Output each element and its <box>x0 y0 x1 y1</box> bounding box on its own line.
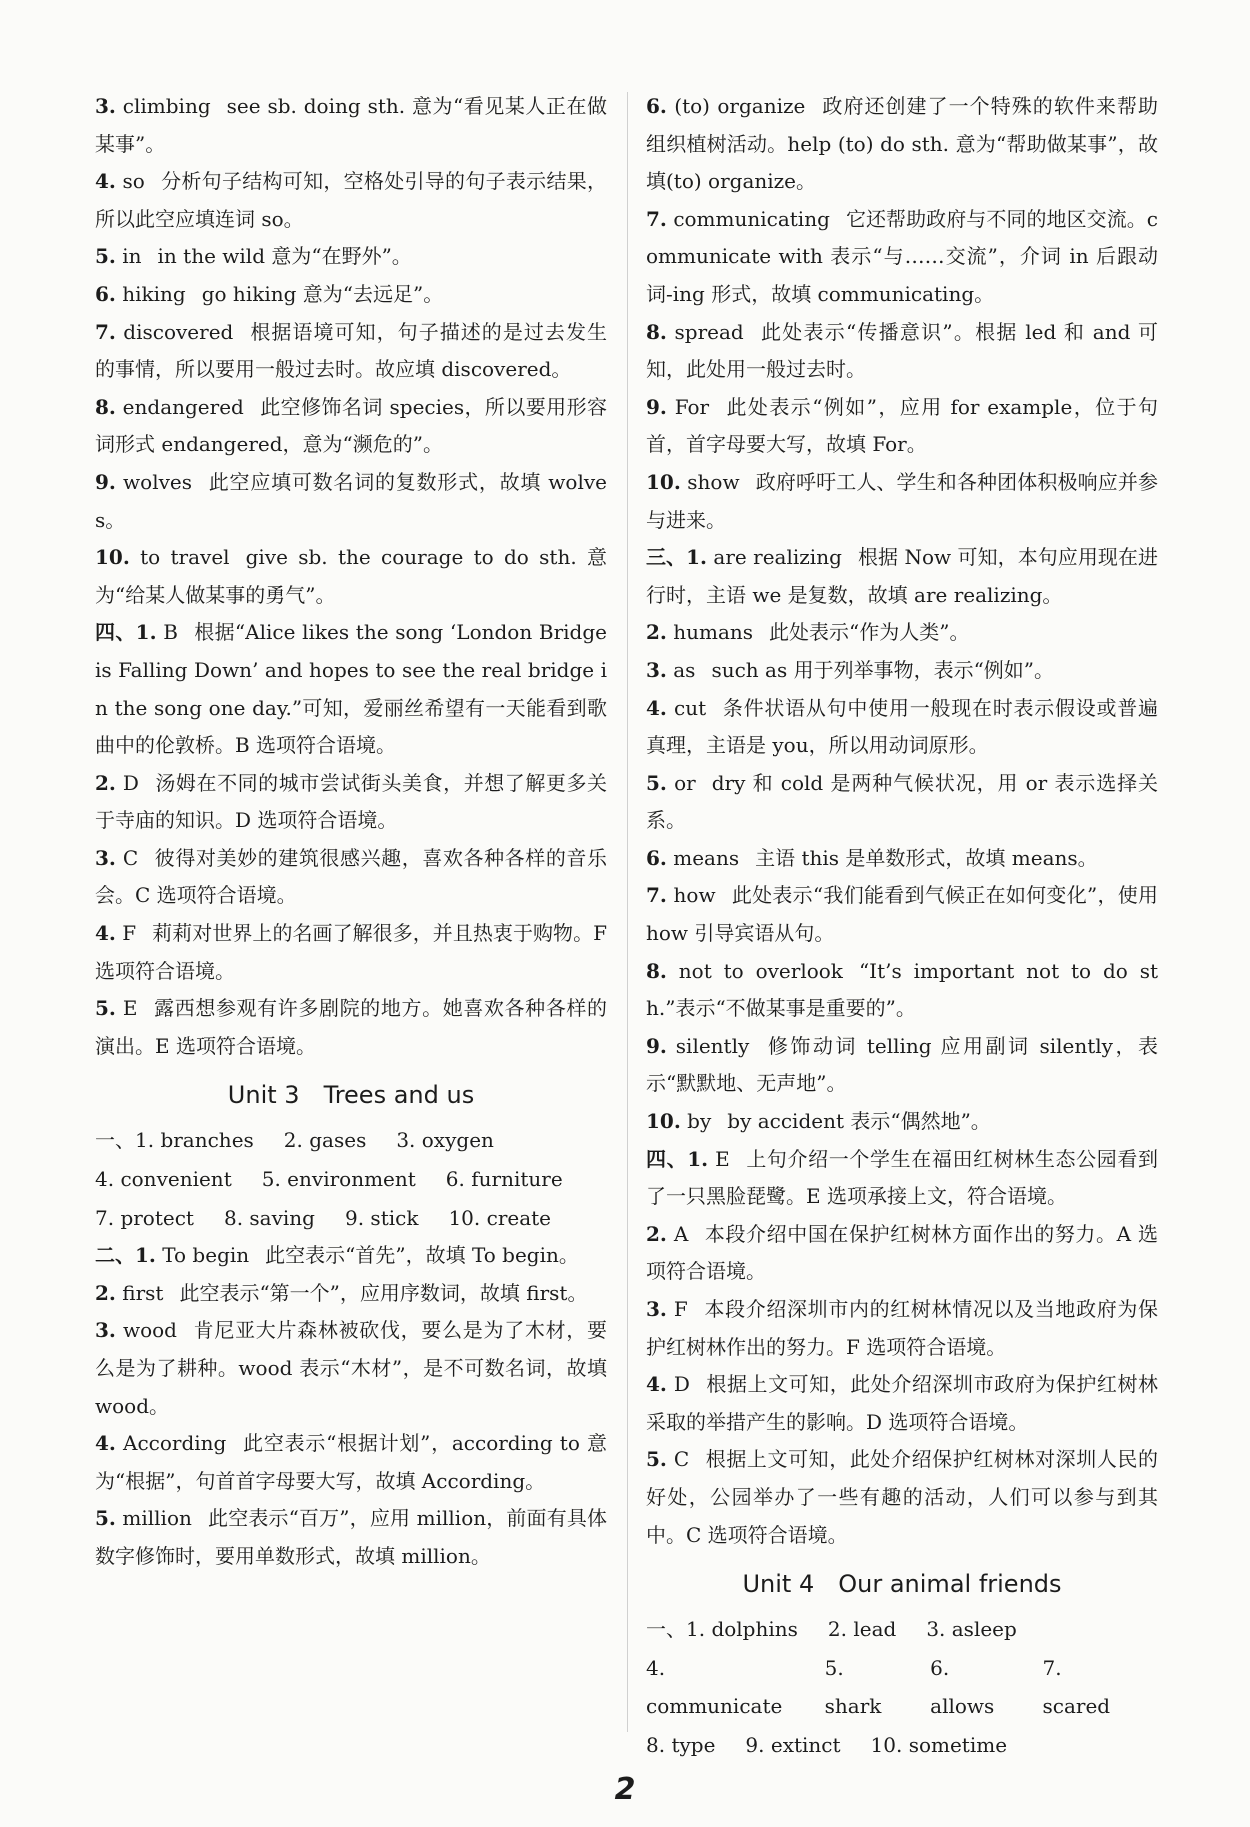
answer-item <box>95 88 607 163</box>
page-number: 2 <box>614 1772 636 1807</box>
item-number: 9. <box>646 394 667 419</box>
item-answer: F <box>122 921 137 946</box>
answer-item <box>646 389 1158 464</box>
answer-item <box>95 765 607 840</box>
item-number: 6. <box>95 281 116 306</box>
item-number: 7. <box>646 883 667 908</box>
item-number: 2. <box>95 1280 116 1305</box>
item-explanation: 此空表示“第一个”，应用序数词，故填 first。 <box>179 1280 588 1305</box>
item-explanation: 莉莉对世界上的名画了解很多，并且热衷于购物。F 选项符合语境。 <box>95 921 607 983</box>
unit4-heading <box>646 1564 1158 1604</box>
item-number: 6. <box>646 94 667 118</box>
item-explanation: 此空表示“百万”，应用 million，前面有具体数字修饰时，要用单数形式，故填 million。 <box>95 1506 608 1568</box>
answer-item <box>646 1366 1158 1441</box>
item-explanation: 此处表示“我们能看到气候正在如何变化”，使用 how 引导宾语从句。 <box>646 883 1159 946</box>
answer-item <box>95 915 607 990</box>
item-number: 3. <box>95 94 116 118</box>
item-answer: hiking <box>122 281 186 306</box>
answer-item <box>95 990 607 1065</box>
item-answer: or <box>674 770 696 795</box>
item-answer: not to overlook <box>678 958 843 983</box>
vocab-answer: 4. communicate <box>646 1655 783 1719</box>
vocab-row <box>95 1121 607 1160</box>
unit4-vocab-rows <box>646 1610 1158 1764</box>
answer-item <box>646 88 1158 201</box>
answer-item <box>95 1237 607 1275</box>
item-answer: A <box>673 1221 689 1246</box>
unit3-vocab-rows <box>95 1121 607 1237</box>
answer-item <box>646 1141 1158 1216</box>
item-answer: silently <box>675 1033 750 1058</box>
answer-item <box>95 1275 607 1313</box>
item-answer: climbing <box>122 94 211 118</box>
item-explanation: 政府还创建了一个特殊的软件来帮助组织植树活动。help (to) do sth. 意为“帮助做某事”，故填(to) organize。 <box>646 94 1158 194</box>
item-answer: humans <box>673 620 754 645</box>
item-number: 7. <box>646 206 667 231</box>
unit4-name: Our animal friends <box>838 1570 1062 1599</box>
item-number: 二、1. <box>95 1243 156 1268</box>
item-answer: wood <box>122 1318 177 1343</box>
item-explanation: 主语 this 是单数形式，故填 means。 <box>755 845 1098 870</box>
answer-item <box>646 539 1158 614</box>
vocab-answer: 10. sometime <box>870 1732 1008 1757</box>
item-explanation: 彼得对美妙的建筑很感兴趣，喜欢各种各样的音乐会。C 选项符合语境。 <box>95 845 608 908</box>
answer-item <box>646 1441 1158 1554</box>
item-number: 10. <box>95 545 130 570</box>
item-explanation: 此空应填可数名词的复数形式，故填 wolves。 <box>95 469 607 532</box>
item-explanation: 修饰动词 telling 应用副词 silently，表示“默默地、无声地”。 <box>646 1033 1159 1096</box>
answer-item <box>95 1500 607 1575</box>
answer-item <box>646 877 1158 952</box>
item-number: 9. <box>646 1033 667 1058</box>
item-number: 三、1. <box>646 545 707 570</box>
right-answer-list <box>646 88 1158 1554</box>
item-explanation: 上句介绍一个学生在福田红树林生态公园看到了一只黑脸琵鹭。E 选项承接上文，符合语境。 <box>646 1146 1158 1209</box>
answer-item <box>646 1216 1158 1291</box>
right-column <box>646 88 1158 1765</box>
item-answer: wolves <box>123 469 192 494</box>
item-explanation: give sb. the courage to do sth. 意为“给某人做某事的勇气”。 <box>95 545 607 607</box>
item-explanation: 汤姆在不同的城市尝试街头美食，并想了解更多关于寺庙的知识。D 选项符合语境。 <box>95 770 608 833</box>
item-answer: in <box>122 244 142 269</box>
answer-item <box>646 464 1158 539</box>
item-number: 2. <box>646 620 667 645</box>
answer-item <box>95 163 607 238</box>
item-explanation: 此空修饰名词 species，所以要用形容词形式 endangered，意为“濒危的”。 <box>95 394 607 457</box>
item-explanation: 政府呼吁工人、学生和各种团体积极响应并参与进来。 <box>646 469 1159 532</box>
item-answer: (to) organize <box>674 94 806 118</box>
unit3-answer-list <box>95 1237 607 1575</box>
vocab-answer: 2. lead <box>827 1617 897 1642</box>
item-answer: by <box>687 1109 712 1134</box>
item-explanation: see sb. doing sth. 意为“看见某人正在做某事”。 <box>95 94 607 156</box>
item-answer: F <box>673 1297 688 1321</box>
answer-item <box>646 765 1158 840</box>
item-explanation: by accident 表示“偶然地”。 <box>727 1109 991 1134</box>
item-answer: According <box>123 1431 227 1456</box>
vocab-row <box>646 1649 1158 1726</box>
item-number: 3. <box>95 845 116 870</box>
answer-item <box>646 840 1158 878</box>
left-column <box>95 88 607 1576</box>
item-number: 5. <box>646 1447 667 1472</box>
answer-item <box>646 652 1158 690</box>
item-number: 4. <box>646 695 667 720</box>
column-divider <box>627 92 628 1732</box>
item-explanation: 本段介绍深圳市内的红树林情况以及当地政府为保护红树林作出的努力。F 选项符合语境。 <box>646 1297 1159 1359</box>
answer-item <box>646 953 1158 1028</box>
item-explanation: 此空表示“根据计划”，according to 意为“根据”，句首首字母要大写，故填 According。 <box>95 1431 607 1493</box>
item-explanation: 根据“Alice likes the song ‘London Bridge is Falling Down’ and hopes to see the real bridge in the song one day.”可知，爱丽丝希望有一天能看到歌曲中的伦敦桥。B 选项符合语境。 <box>95 620 607 758</box>
answer-item <box>95 1312 607 1425</box>
item-answer: endangered <box>122 394 244 419</box>
item-number: 5. <box>95 1506 116 1531</box>
answer-item <box>646 314 1158 389</box>
answer-item <box>95 314 607 389</box>
vocab-answer: 6. furniture <box>445 1167 563 1192</box>
item-explanation: 根据上文可知，此处介绍深圳市政府为保护红树林采取的举措产生的影响。D 选项符合语境。 <box>646 1372 1159 1434</box>
vocab-answer: 9. stick <box>344 1205 419 1230</box>
item-number: 5. <box>95 996 116 1021</box>
answer-item <box>646 1103 1158 1141</box>
vocab-answer: 3. oxygen <box>396 1128 494 1153</box>
item-number: 4. <box>95 921 116 946</box>
item-answer: how <box>673 883 716 908</box>
vocab-answer: 7. protect <box>95 1205 194 1230</box>
vocab-answer: 7. scared <box>1042 1655 1111 1719</box>
answer-item <box>95 276 607 314</box>
item-explanation: 肯尼亚大片森林被砍伐，要么是为了木材，要么是为了耕种。wood 表示“木材”，是不可数名词，故填 wood。 <box>95 1318 608 1418</box>
item-answer: million <box>122 1506 192 1531</box>
answer-item <box>95 539 607 614</box>
vocab-answer: 6. allows <box>930 1655 995 1719</box>
item-answer: to travel <box>140 545 230 570</box>
item-number: 3. <box>95 1318 116 1343</box>
item-number: 4. <box>646 1372 667 1397</box>
unit3-heading <box>95 1075 607 1115</box>
vocab-answer: 一、1. dolphins <box>646 1617 798 1642</box>
item-answer: B <box>163 620 178 645</box>
answer-item <box>95 1425 607 1500</box>
item-explanation: 本段介绍中国在保护红树林方面作出的努力。A 选项符合语境。 <box>646 1221 1158 1284</box>
unit3-title: Unit 3 <box>227 1081 300 1110</box>
answer-item <box>95 614 607 764</box>
item-explanation: 此空表示“首先”，故填 To begin。 <box>265 1243 579 1268</box>
item-number: 7. <box>95 319 116 344</box>
vocab-answer: 一、1. branches <box>95 1128 254 1153</box>
vocab-answer: 10. create <box>448 1205 552 1230</box>
item-answer: C <box>673 1447 690 1472</box>
answer-item <box>95 238 607 276</box>
item-number: 8. <box>646 958 667 983</box>
item-explanation: 分析句子结构可知，空格处引导的句子表示结果，所以此空应填连词 so。 <box>95 169 608 231</box>
answer-item <box>646 1028 1158 1103</box>
answer-item <box>95 840 607 915</box>
item-explanation: 此处表示“作为人类”。 <box>769 620 970 645</box>
item-explanation: in the wild 意为“在野外”。 <box>157 244 412 269</box>
item-number: 8. <box>95 394 116 419</box>
item-number: 3. <box>646 1297 667 1321</box>
vocab-answer: 5. shark <box>824 1655 882 1719</box>
item-number: 6. <box>646 845 667 870</box>
item-answer: For <box>674 394 710 419</box>
item-number: 3. <box>646 657 667 682</box>
item-answer: cut <box>674 695 707 720</box>
item-explanation: go hiking 意为“去远足”。 <box>201 281 444 306</box>
item-answer: are realizing <box>713 545 842 570</box>
item-answer: spread <box>674 319 744 344</box>
vocab-answer: 9. extinct <box>745 1732 841 1757</box>
item-answer: E <box>715 1146 730 1171</box>
vocab-answer: 2. gases <box>283 1128 367 1153</box>
item-number: 9. <box>95 469 116 494</box>
vocab-answer: 3. asleep <box>926 1617 1017 1642</box>
item-answer: D <box>673 1372 690 1397</box>
item-answer: To begin <box>162 1243 250 1268</box>
item-number: 2. <box>646 1221 667 1246</box>
item-explanation: “It’s important not to do sth.”表示“不做某事是重要的”。 <box>646 958 1158 1021</box>
item-number: 四、1. <box>95 620 157 645</box>
item-answer: so <box>122 169 145 194</box>
item-explanation: 根据 Now 可知，本句应用现在进行时，主语 we 是复数，故填 are realizing。 <box>646 545 1159 607</box>
vocab-answer: 4. convenient <box>95 1167 232 1192</box>
answer-item <box>646 690 1158 765</box>
item-answer: first <box>122 1280 164 1305</box>
vocab-row <box>646 1610 1158 1649</box>
item-answer: show <box>687 469 740 494</box>
item-explanation: 露西想参观有许多剧院的地方。她喜欢各种各样的演出。E 选项符合语境。 <box>95 996 608 1058</box>
item-answer: communicating <box>673 206 830 231</box>
item-explanation: 此处表示“例如”，应用 for example，位于句首，首字母要大写，故填 For。 <box>646 394 1158 457</box>
item-explanation: such as 用于列举事物，表示“例如”。 <box>711 657 1055 682</box>
item-answer: discovered <box>123 319 234 344</box>
item-number: 8. <box>646 319 667 344</box>
vocab-row <box>95 1160 607 1199</box>
item-answer: as <box>673 657 696 682</box>
item-answer: C <box>122 845 139 870</box>
item-number: 5. <box>646 770 667 795</box>
item-number: 2. <box>95 770 116 795</box>
item-number: 四、1. <box>646 1146 709 1171</box>
item-number: 4. <box>95 1431 116 1456</box>
item-explanation: 根据语境可知，句子描述的是过去发生的事情，所以要用一般过去时。故应填 discovered。 <box>95 319 608 382</box>
item-answer: D <box>122 770 139 795</box>
unit3-name: Trees and us <box>323 1081 475 1110</box>
item-explanation: 条件状语从句中使用一般现在时表示假设或普遍真理，主语是 you，所以用动词原形。 <box>646 695 1159 758</box>
item-explanation: 此处表示“传播意识”。根据 led 和 and 可知，此处用一般过去时。 <box>646 319 1158 382</box>
item-number: 10. <box>646 1109 681 1134</box>
answer-item <box>95 389 607 464</box>
vocab-answer: 8. type <box>646 1732 716 1757</box>
answer-item <box>95 464 607 539</box>
item-explanation: 根据上文可知，此处介绍保护红树林对深圳人民的好处，公园举办了一些有趣的活动，人们可以参与到其中。C 选项符合语境。 <box>646 1447 1159 1547</box>
vocab-row <box>646 1726 1158 1765</box>
answer-item <box>646 614 1158 652</box>
item-answer: means <box>673 845 740 870</box>
unit4-title: Unit 4 <box>742 1570 815 1599</box>
vocab-answer: 5. environment <box>261 1167 416 1192</box>
item-number: 10. <box>646 469 681 494</box>
item-explanation: 它还帮助政府与不同的地区交流。communicate with 表示“与……交流”，介词 in 后跟动词-ing 形式，故填 communicating。 <box>646 206 1159 306</box>
answer-item <box>646 1291 1158 1366</box>
vocab-row <box>95 1199 607 1238</box>
vocab-answer: 8. saving <box>223 1205 315 1230</box>
item-answer: E <box>122 996 138 1021</box>
answer-item <box>646 201 1158 314</box>
item-explanation: dry 和 cold 是两种气候状况，用 or 表示选择关系。 <box>646 770 1159 833</box>
item-number: 5. <box>95 244 116 269</box>
left-answer-list <box>95 88 607 1065</box>
item-number: 4. <box>95 169 116 194</box>
